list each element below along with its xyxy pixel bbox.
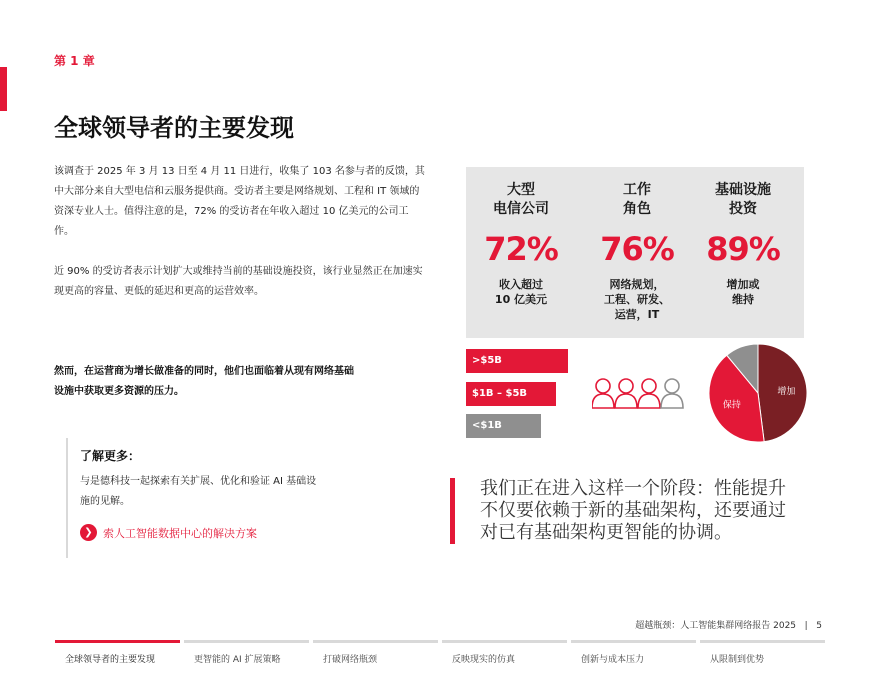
pie-slice-label: 保持 (722, 400, 741, 411)
chapter-label: 第 1 章 (54, 54, 95, 68)
learn-more-text: 与是德科技一起探索有关扩展、优化和验证 AI 基础设施的见解。 (80, 476, 317, 507)
stat-roles (582, 181, 692, 322)
nav-tab-advantage[interactable]: 从限制到优势 (700, 640, 825, 670)
stats-panel (466, 167, 804, 338)
chapter-nav (55, 640, 825, 670)
side-accent-bar (0, 67, 7, 111)
nav-tab-ai-scaling[interactable]: 更智能的 AI 扩展策略 (184, 640, 309, 670)
arrow-right-icon: ❯ (80, 524, 97, 541)
stat-description: 网络规划， 工程、研发、 运营，IT (604, 278, 670, 321)
solutions-link-label: 索人工智能数据中心的解决方案 (103, 526, 257, 540)
page-footer (635, 618, 822, 631)
solutions-link[interactable] (80, 524, 257, 541)
stat-heading: 基础设施 投资 (715, 182, 771, 217)
page-title: 全球领导者的主要发现 (54, 114, 294, 142)
stat-percent: 72% (484, 230, 558, 268)
stat-percent: 89% (706, 230, 780, 268)
stat-infrastructure (688, 181, 798, 307)
revenue-bar-over-5b: >$5B (466, 349, 568, 373)
nav-tab-network-bottleneck[interactable]: 打破网络瓶颈 (313, 640, 438, 670)
footer-divider: | (798, 621, 814, 631)
stat-telecom (466, 181, 576, 307)
learn-more-title: 了解更多： (80, 449, 141, 463)
nav-tab-cost-pressure[interactable]: 创新与成本压力 (571, 640, 696, 670)
stat-heading: 大型 电信公司 (493, 182, 549, 217)
report-title: 超越瓶颈：人工智能集群网络报告 2025 (635, 621, 797, 631)
nav-tab-simulation[interactable]: 反映现实的仿真 (442, 640, 567, 670)
revenue-bar-under-1b: <$1B (466, 414, 541, 438)
investment-paragraph: 近 90% 的受访者表示计划扩大或维持当前的基础设施投资，该行业显然正在加速实现更高的容量、更低的延迟和更高的运营效率。 (54, 266, 423, 297)
person-icon (615, 379, 637, 408)
person-icon (592, 379, 614, 408)
intro-paragraph: 该调查于 2025 年 3 月 13 日至 4 月 11 日进行，收集了 103 名参与者的反馈，其中大部分来自大型电信和云服务提供商。受访者主要是网络规划、工程和 IT 领域的资深专业人士。值得注意的是，72% 的受访者在年收入超过 10 亿美元的公司工作。 (54, 166, 425, 237)
stat-heading: 工作 角色 (623, 182, 651, 217)
quote-accent-bar (450, 478, 455, 544)
stat-description: 收入超过 10 亿美元 (494, 278, 548, 306)
pressure-paragraph: 然而，在运营商为增长做准备的同时，他们也面临着从现有网络基础设施中获取更多资源的压力。 (54, 366, 354, 397)
pie-slice-label: 增加 (777, 387, 796, 398)
investment-pie-chart (708, 343, 808, 443)
stat-percent: 76% (600, 230, 674, 268)
page-number: 5 (816, 621, 822, 631)
person-icon (638, 379, 660, 408)
stat-description: 增加或 维持 (726, 278, 760, 306)
pull-quote: 我们正在进入这样一个阶段：性能提升不仅要依赖于新的基础架构，还要通过对已有基础架构更智能的协调。 (480, 478, 786, 543)
revenue-bar-1b-5b: $1B – $5B (466, 382, 556, 406)
people-icon-group (592, 376, 684, 410)
nav-tab-key-findings[interactable]: 全球领导者的主要发现 (55, 640, 180, 670)
person-icon (661, 379, 683, 408)
